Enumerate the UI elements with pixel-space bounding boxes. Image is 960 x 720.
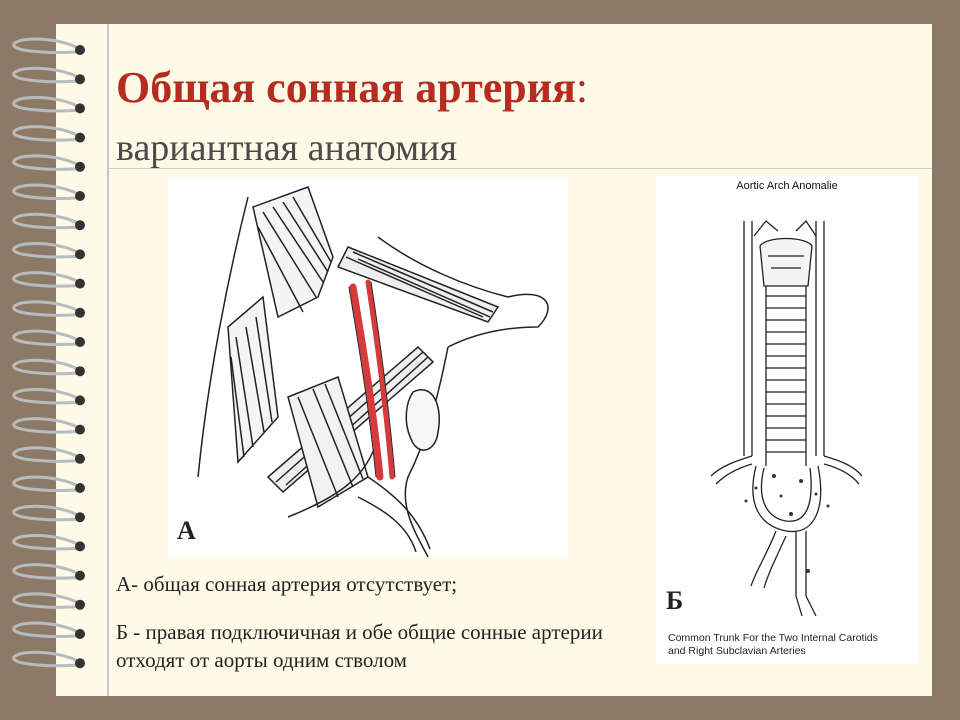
binding-hole (75, 541, 85, 551)
spiral-ring (14, 477, 78, 490)
binding-hole (75, 249, 85, 259)
spiral-ring (14, 419, 78, 432)
spiral-ring (14, 302, 78, 315)
spiral-ring (14, 331, 78, 344)
spiral-ring (14, 360, 78, 373)
spiral-ring (14, 243, 78, 256)
binding-hole (75, 629, 85, 639)
figure-b-label: Б (666, 586, 684, 615)
binding-hole (75, 600, 85, 610)
margin-line (107, 24, 109, 696)
spiral-ring (14, 127, 78, 140)
binding-hole (75, 279, 85, 289)
spiral-ring (14, 565, 78, 578)
binding-hole (75, 658, 85, 668)
spiral-ring (14, 535, 78, 548)
spiral-ring (14, 39, 78, 52)
binding-hole (75, 366, 85, 376)
binding-hole (75, 191, 85, 201)
binding-hole (75, 308, 85, 318)
caption-a-text: А- общая сонная артерия отсутствует; (116, 572, 458, 596)
figure-b-image (656, 176, 918, 664)
figure-b-caption: Common Trunk For the Two Internal Carotids and Right Subclavian Arteries (668, 632, 878, 657)
binding-hole (75, 395, 85, 405)
binding-hole (75, 133, 85, 143)
spiral-ring (14, 97, 78, 110)
binding-hole (75, 103, 85, 113)
figure-a-label: А (177, 516, 196, 545)
spiral-ring (14, 652, 78, 665)
spiral-ring (14, 506, 78, 519)
slide-subtitle: вариантная анатомия (116, 127, 457, 169)
spiral-ring (14, 389, 78, 402)
binding-hole (75, 337, 85, 347)
spiral-ring (14, 273, 78, 286)
figure-b-title: Aortic Arch Anomalie (736, 180, 838, 192)
binding-hole (75, 483, 85, 493)
binding-hole (75, 454, 85, 464)
spiral-ring (14, 448, 78, 461)
binding-hole (75, 45, 85, 55)
spiral-ring (14, 68, 78, 81)
binding-hole (75, 74, 85, 84)
binding-hole (75, 425, 85, 435)
figure-a-image (168, 177, 568, 557)
caption-b-text: Б - правая подключичная и обе общие сонные артерии отходят от аорты одним стволом (116, 620, 603, 672)
binding-hole (75, 512, 85, 522)
neck-anatomy-illustration (168, 177, 568, 557)
binding-hole (75, 571, 85, 581)
spiral-ring (14, 214, 78, 227)
spiral-ring (14, 594, 78, 607)
spiral-ring (14, 156, 78, 169)
binding-hole (75, 220, 85, 230)
binding-hole (75, 162, 85, 172)
spiral-ring (14, 185, 78, 198)
spiral-binding (0, 24, 110, 696)
spiral-ring (14, 623, 78, 636)
slide-title: Общая сонная артерия: (116, 63, 589, 112)
aortic-arch-illustration (656, 176, 918, 664)
